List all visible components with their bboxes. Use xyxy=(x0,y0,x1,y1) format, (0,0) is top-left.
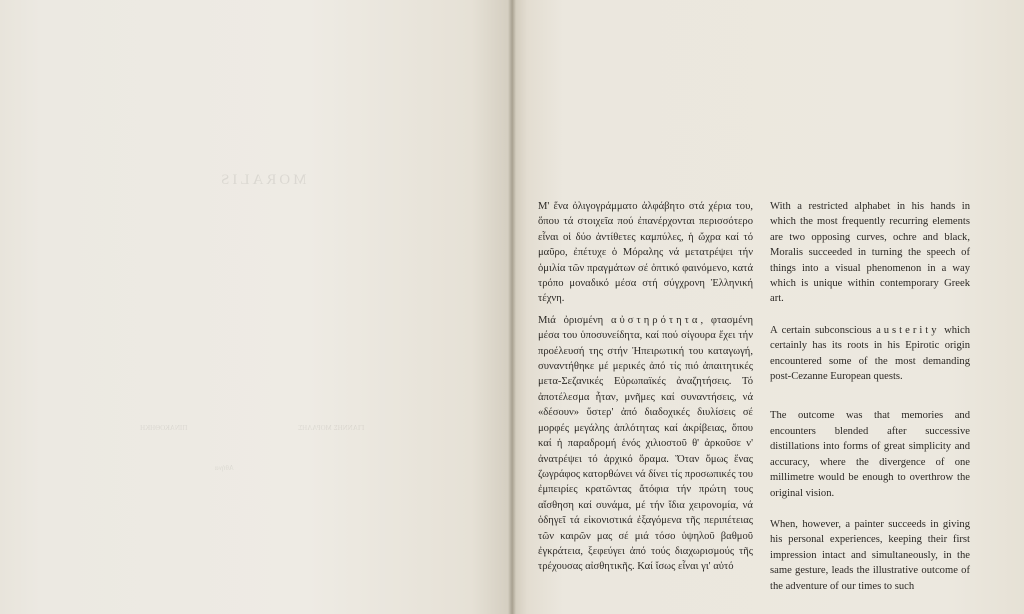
show-through-bottom: Αθήνα xyxy=(215,464,234,472)
english-paragraph-2: A certain subconscious austerity which certainly has its roots in his Epirotic origin encountered some of the most demanding post-Cezanne European quests. xyxy=(770,324,970,383)
greek-paragraph-1: Μ' ἕνα ὀλιγογράμματο ἀλφάβητο στά χέρια του, ὅπου τά στοιχεῖα πού ἐπανέρχονται περισσότερο εἶναι οἱ δύο ἀντίθετες καμπύλες, ἡ ὤχρα καί τό μαῦρο, ἐπέτυχε ὁ Μόραλης νά μετατρέψει τήν ὁμιλία τῶν πραγμάτων σέ ὀπτικό φαινόμενο, κατά τρόπο μοναδικό μέσα στή σύγχρονη Ἑλληνική τέχνη. xyxy=(538,201,753,305)
english-paragraph-3: The outcome was that memories and encounters blended after successive distillations into forms of great simplicity and accuracy, where the divergence of one millimetre would be enough to overthrow the original vision. xyxy=(770,410,970,499)
english-text-column xyxy=(770,199,970,594)
english-paragraph-4: When, however, a painter succeeds in giving his personal experiences, keeping their first impression intact and simultaneously, in the same gesture, leads the illustrative outcome of the adventure of our times to such xyxy=(770,518,970,592)
english-emphasis: austerity xyxy=(876,324,940,336)
show-through-block-left: ΓΙΑΝΝΗΣ ΜΟΡΑΛΗΣ xyxy=(298,424,365,432)
show-through-title: MORALIS xyxy=(218,172,307,188)
greek-paragraph-2: Μιά ὀρισμένη αὐστηρότητα, φτασμένη μέσα του ὑποσυνείδητα, καί πού σίγουρα ἔχει τήν προέλευσή της στήν Ἠπειρωτική του καταγωγή, συναντήθηκε μέ μερικές ἀπό τίς πιό ἀπαιτητικές μετα-Σεζανικές Εὐρωπαϊκές ἀναζητήσεις. Τό ἀποτέλεσμα ἦταν, μνῆμες καί συναντήσεις, νά «δέσουν» ὕστερ' ἀπό διαδοχικές διυλίσεις σέ μορφές μεγάλης ἁπλότητας καί ἀκρίβειας, ὅπου καί ἡ παραδρομή ἑνός χιλιοστοῦ θ' ἀρκοῦσε ν' ἀνατρέψει τό ἀρχικό ὅραμα. Ὅταν ὅμως ἕνας ζωγράφος κατορθώνει νά δίνει τίς προσωπικές του ἐμπειρίες κρατῶντας ἄτόφια τήν πρώτη τους αἴσθηση καί συνάμα, μέ τήν ἴδια χειρονομία, νά ὁδηγεῖ τά εἰκονιστικά ἐξαγόμενα τῆς περιπέτειας τῶν καιρῶν μας σέ μιά τόσο ὑψηλοῦ βαθμοῦ ἐγκράτεια, ξεφεύγει ἀπό τούς διαχωρισμούς τῆς τρέχουσας αἰσθητικῆς. Καί ἴσως εἶναι γι' αὐτό xyxy=(538,314,753,573)
book-gutter xyxy=(508,0,516,614)
greek-emphasis: αὐστηρότητα xyxy=(610,314,701,326)
show-through-block-right: ΠΙΝΑΚΟΘΗΚΗ xyxy=(140,424,188,432)
greek-text-column xyxy=(538,199,753,575)
english-paragraph-1: With a restricted alphabet in his hands in which the most frequently recurring elements are two opposing curves, ochre and black, Moralis succeeded in turning the speech of things into a visual phenomenon in a way which is unique within contemporary Greek art. xyxy=(770,201,970,305)
